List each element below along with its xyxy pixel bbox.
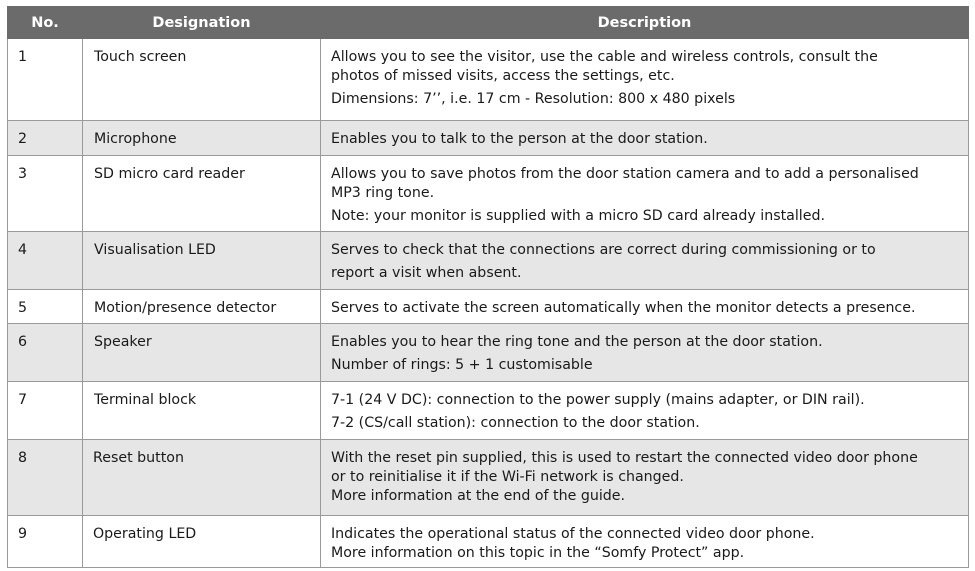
description-line: Allows you to save photos from the door station camera and to add a personalised	[331, 166, 919, 182]
row-number: 8	[8, 440, 83, 516]
description-line: 7-1 (24 V DC): connection to the power supply (mains adapter, or DIN rail).	[331, 392, 865, 408]
description-line: 7-2 (CS/call station): connection to the door station.	[331, 415, 700, 431]
description-line: More information on this topic in the “Somfy Protect” app.	[331, 545, 745, 561]
row-description	[321, 382, 969, 440]
row-designation: Visualisation LED	[83, 232, 321, 290]
row-designation: Touch screen	[83, 39, 321, 121]
row-description	[321, 516, 969, 568]
row-designation: Motion/presence detector	[83, 290, 321, 324]
row-designation: Microphone	[83, 121, 321, 156]
description-line: Indicates the operational status of the connected video door phone.	[331, 526, 815, 542]
description-line: Dimensions: 7’’, i.e. 17 cm - Resolution: 800 x 480 pixels	[331, 91, 736, 107]
description-line: With the reset pin supplied, this is used to restart the connected video door phone	[331, 450, 918, 466]
row-designation: Reset button	[83, 440, 321, 516]
header-no: No.	[8, 7, 83, 39]
row-number: 9	[8, 516, 83, 568]
description-line: MP3 ring tone.	[331, 185, 435, 201]
table-row	[8, 440, 969, 516]
description-line: photos of missed visits, access the settings, etc.	[331, 68, 675, 84]
table-row	[8, 516, 969, 568]
description-line: Serves to activate the screen automatically when the monitor detects a presence.	[331, 300, 916, 316]
row-number: 2	[8, 121, 83, 156]
description-line: Note: your monitor is supplied with a micro SD card already installed.	[331, 208, 825, 224]
table-row	[8, 324, 969, 382]
row-number: 6	[8, 324, 83, 382]
components-table	[7, 6, 969, 568]
row-description	[321, 39, 969, 121]
row-designation: Operating LED	[83, 516, 321, 568]
table-row	[8, 39, 969, 121]
description-line: Allows you to see the visitor, use the cable and wireless controls, consult the	[331, 49, 878, 65]
table-row	[8, 156, 969, 232]
row-number: 4	[8, 232, 83, 290]
description-line: report a visit when absent.	[331, 265, 522, 281]
row-description	[321, 440, 969, 516]
row-description	[321, 232, 969, 290]
row-number: 1	[8, 39, 83, 121]
row-description	[321, 156, 969, 232]
row-description	[321, 290, 969, 324]
row-number: 5	[8, 290, 83, 324]
description-line: or to reinitialise it if the Wi-Fi network is changed.	[331, 469, 684, 485]
row-designation: SD micro card reader	[83, 156, 321, 232]
table-row	[8, 382, 969, 440]
header-designation: Designation	[83, 7, 321, 39]
description-line: More information at the end of the guide.	[331, 488, 626, 504]
description-line: Number of rings: 5 + 1 customisable	[331, 357, 593, 373]
row-designation: Terminal block	[83, 382, 321, 440]
row-number: 3	[8, 156, 83, 232]
header-description: Description	[321, 7, 969, 39]
table-row	[8, 232, 969, 290]
row-description	[321, 324, 969, 382]
description-line: Enables you to hear the ring tone and the person at the door station.	[331, 334, 823, 350]
table-row	[8, 121, 969, 156]
row-description	[321, 121, 969, 156]
description-line: Serves to check that the connections are correct during commissioning or to	[331, 242, 876, 258]
table-header-row	[8, 7, 969, 39]
description-line: Enables you to talk to the person at the door station.	[331, 131, 708, 147]
table-row	[8, 290, 969, 324]
row-designation: Speaker	[83, 324, 321, 382]
row-number: 7	[8, 382, 83, 440]
